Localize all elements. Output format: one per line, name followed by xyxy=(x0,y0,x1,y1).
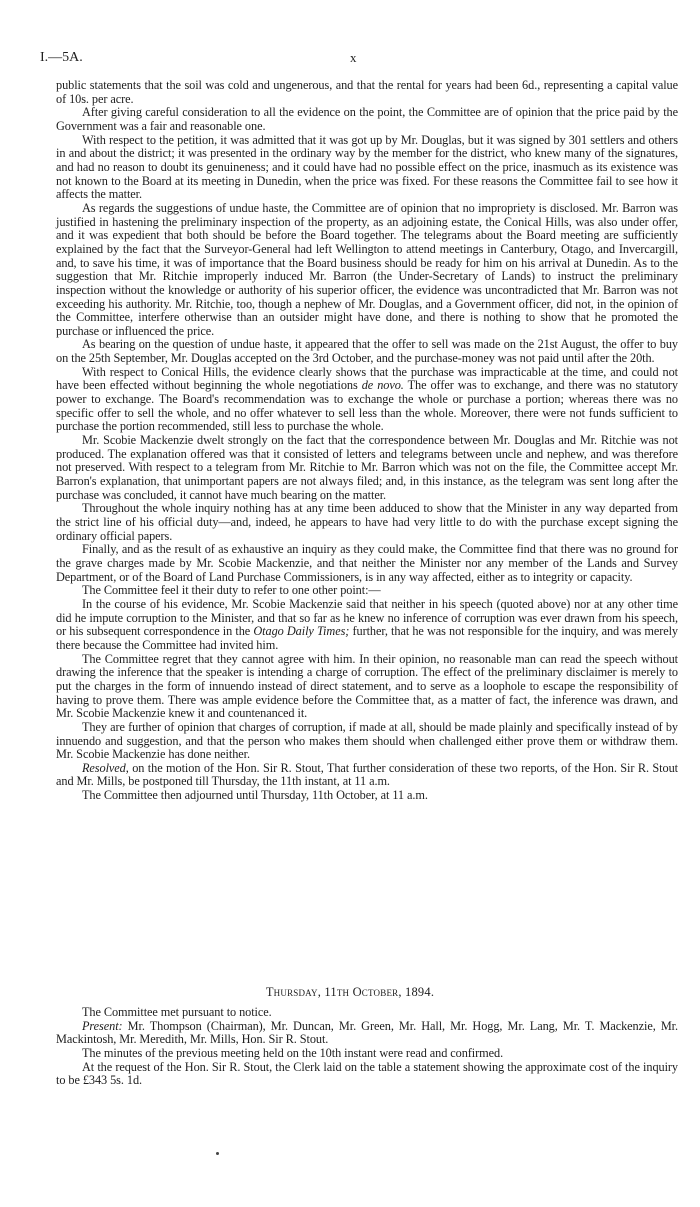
paragraph: The Committee regret that they cannot agree with him. In their opinion, no reasonable man can read the speech without drawing the inference that the speaker is intending a charge of corruption. The effect of the preliminary disclaimer is merely to put the charges in the form of innuendo instead of direct statement, and to serve as a loophole to escape the responsibility of having to prove them. There was ample evidence before the Committee that, as a matter of fact, the inference was drawn, and Mr. Scobie Mackenzie knew it and countenanced it. xyxy=(56,651,678,721)
italic-phrase: de novo. xyxy=(361,378,404,393)
attendance xyxy=(56,1020,678,1047)
heading-date: 11th October, xyxy=(324,985,402,999)
paragraph: After giving careful consideration to all the evidence on the point, the Committee are of opinion that the price paid by the Government was a fair and reasonable one. xyxy=(56,105,678,133)
paragraph: The Committee then adjourned until Thursday, 11th October, at 11 a.m. xyxy=(82,788,428,803)
paragraph: With respect to the petition, it was admitted that it was got up by Mr. Douglas, but it was signed by 301 settlers and others in and about the district; it was presented in the ordinary way by the member for the district, who knew many of the signatures, and had no reason to doubt its genuineness; and it could have had no possible effect on the price, inasmuch as its existence was not known to the Board at its meeting in Dunedin, when the price was fixed. For these reasons the Committee fail to see how it affects the matter. xyxy=(56,132,678,202)
meeting-date-heading xyxy=(0,985,700,1000)
paragraph-text: The offer was to exchange, and there was no statutory power to exchange. The Board's recommendation was to exchange the whole or purchase a portion; whereas there was no specific offer to sell the whole, and no offer whatever to sell less than the whole. Moreover, there were not funds sufficient to purchase the portion recommended, still less to purchase the whole. xyxy=(56,378,678,434)
newspaper-title: Otago Daily Times; xyxy=(253,624,350,639)
page-number: x xyxy=(350,50,357,65)
report-body xyxy=(56,79,678,803)
heading-year: 1894. xyxy=(405,985,435,999)
paragraph: They are further of opinion that charges of corruption, if made at all, should be made plainly and specifically instead of by innuendo and suggestion, and that the person who makes them should when challenged either prove them or withdraw them. Mr. Scobie Mackenzie has done neither. xyxy=(56,719,678,762)
paragraph: The Committee feel it their duty to refer to one other point:— xyxy=(82,583,381,598)
paragraph xyxy=(56,598,678,653)
paragraph: Finally, and as the result of as exhaustive an inquiry as they could make, the Committee find that there was no ground for the grave charges made by Mr. Scobie Mackenzie, and that neither the Minister nor any member of the Lands and Survey Department, or of the Board of Land Purchase Commissioners, is in any way affected, either as to integrity or capacity. xyxy=(56,542,678,584)
page-header xyxy=(40,50,668,70)
heading-day: Thursday, xyxy=(265,985,322,999)
paragraph-text: With respect to Conical Hills, the evidence clearly shows that the purchase was impracticable at the time, and could not have been effected without beginning the whole negotiations xyxy=(56,364,678,393)
resolved-label: Resolved, xyxy=(82,760,129,775)
paragraph xyxy=(56,366,678,434)
cost-statement: At the request of the Hon. Sir R. Stout, the Clerk laid on the table a statement showing the approximate cost of the inquiry to be £343 5s. 1d. xyxy=(56,1059,678,1088)
paragraph-text: on the motion of the Hon. Sir R. Stout, That further consideration of these two reports, of the Hon. Sir R. Stout and Mr. Mills, be postponed till Thursday, the 11th instant, at 11 a.m. xyxy=(56,760,678,789)
paragraph: Mr. Scobie Mackenzie dwelt strongly on the fact that the correspondence between Mr. Douglas and Mr. Ritchie was not produced. The explanation offered was that it consisted of letters and telegrams between uncle and nephew, and was therefore not preserved. With respect to a telegram from Mr. Ritchie to Mr. Barron which was not on the file, the Committee accept Mr. Barron's explanation, that unimportant papers are not always filed; and, in this instance, as the telegram was sent long after the purchase was concluded, it cannot have much bearing on the matter. xyxy=(56,433,678,502)
paragraph-text: In the course of his evidence, Mr. Scobie Mackenzie said that neither in his speech (quoted above) nor at any other time did he impute corruption to the Minister, and that so far as he knew no inference of corruption was ever drawn from his speech, or his subsequent correspondence in the xyxy=(56,596,678,639)
paragraph-text: further, that he was not responsible for the inquiry, and was merely there because the Committee had invited him. xyxy=(56,624,679,652)
meeting-minutes xyxy=(56,1006,678,1088)
page-reference: I.—5A. xyxy=(40,50,83,65)
paragraph: As bearing on the question of undue haste, it appeared that the offer to sell was made on the 21st August, the offer to buy on the 25th September, Mr. Douglas accepted on the 3rd October, and the purchase-money was not paid until after the 20th. xyxy=(56,337,678,366)
stray-mark xyxy=(216,1152,219,1155)
paragraph: public statements that the soil was cold and ungenerous, and that the rental for years had been 6d., representing a capital value of 10s. per acre. xyxy=(56,78,678,106)
paragraph: As regards the suggestions of undue haste, the Committee are of opinion that no impropriety is disclosed. Mr. Barron was justified in hastening the preliminary inspection of the property, as an adjoining estate, the Conical Hills, was also under offer, and it was expedient that both should be before the Board together. The telegrams about the Board meeting are sufficiently explained by the fact that the Surveyor-General had left Wellington to attend meetings in Canterbury, Otago, and Invercargill, and, to save his time, it was of importance that the Board business should be ready for him on his arrival at Dunedin. As to the suggestion that Mr. Ritchie improperly induced Mr. Barron (the Under-Secretary of Lands) to instruct the preliminary inspection without the knowledge or authority of his superior officer, the evidence was uncontradicted that Mr. Barron was not exceeding his authority. Mr. Ritchie, too, though a nephew of Mr. Douglas, and a Government officer, did not, in the opinion of the Committee, interfere otherwise than an outsider might have done, and there is nothing to show that he promoted the purchase or influenced the price. xyxy=(56,200,678,338)
paragraph: Throughout the whole inquiry nothing has at any time been adduced to show that the Minister in any way departed from the strict line of his official duty—and, indeed, he appears to have had very little to do with the purchase except signing the ordinary official papers. xyxy=(56,501,678,543)
paragraph xyxy=(56,762,678,789)
present-label: Present: xyxy=(82,1018,123,1033)
meeting-notice: The Committee met pursuant to notice. xyxy=(82,1005,272,1019)
minutes-confirmed: The minutes of the previous meeting held on the 10th instant were read and confirmed. xyxy=(82,1045,504,1060)
present-list: Mr. Thompson (Chairman), Mr. Duncan, Mr. Green, Mr. Hall, Mr. Hogg, Mr. Lang, Mr. T. Mackenzie, Mr. Mackintosh, Mr. Meredith, Mr. Mills, Hon. Sir R. Stout. xyxy=(56,1018,678,1047)
